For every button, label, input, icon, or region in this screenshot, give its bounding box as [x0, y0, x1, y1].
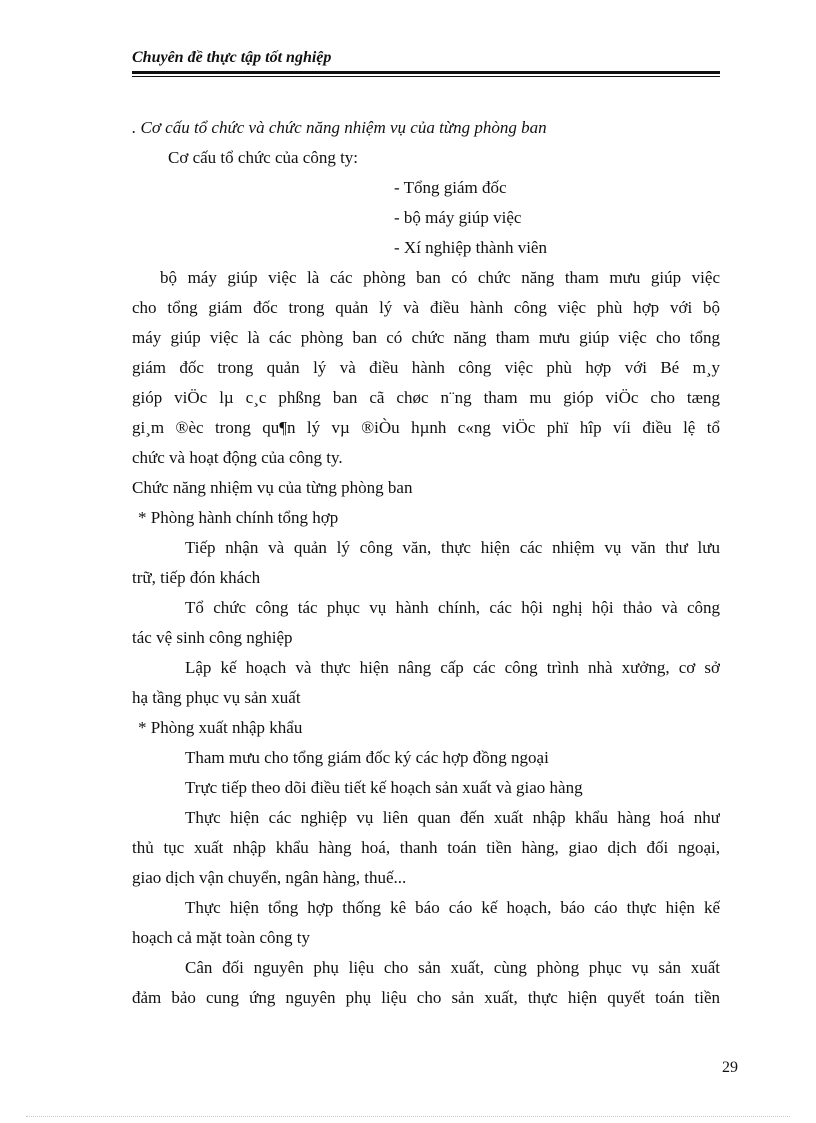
functions-heading: Chức năng nhiệm vụ của từng phòng ban — [132, 478, 413, 497]
paragraph-line: Trực tiếp theo dõi điều tiết kế hoạch sản xuất và giao hàng — [185, 778, 583, 797]
document-body — [132, 113, 720, 1013]
paragraph-line: hoạch cả mặt toàn công ty — [132, 928, 310, 947]
paragraph-line: Tham mưu cho tổng giám đốc ký các hợp đồng ngoại — [185, 748, 549, 767]
org-item: - Xí nghiệp thành viên — [394, 238, 547, 257]
footer-divider — [26, 1116, 790, 1117]
paragraph-line: Thực hiện các nghiệp vụ liên quan đến xuất nhập khẩu hàng hoá như — [185, 808, 720, 827]
page-header — [132, 47, 720, 77]
paragraph-line: thủ tục xuất nhập khẩu hàng hoá, thanh toán tiền hàng, giao dịch đối ngoại, — [132, 838, 720, 857]
paragraph-line: Tổ chức công tác phục vụ hành chính, các hội nghị hội thảo và công — [185, 598, 720, 617]
page-number: 29 — [722, 1059, 738, 1076]
paragraph-line: gi¸m ®èc trong qu¶n lý vµ ®iÒu hµnh c«ng viÖc phï hîp víi điều lệ tổ — [132, 418, 720, 437]
paragraph-line: tác vệ sinh công nghiệp — [132, 628, 293, 647]
paragraph-line: cho tổng giám đốc trong quản lý và điều hành công việc phù hợp với bộ — [132, 298, 720, 317]
header-title: Chuyên đề thực tập tốt nghiệp — [132, 49, 332, 66]
org-item: - Tổng giám đốc — [394, 178, 507, 197]
paragraph-line: chức và hoạt động của công ty. — [132, 448, 343, 467]
dept-title: * Phòng xuất nhập khẩu — [138, 718, 303, 737]
paragraph-line: trữ, tiếp đón khách — [132, 568, 261, 587]
header-rule-thin — [132, 76, 720, 77]
dept-title: * Phòng hành chính tổng hợp — [138, 508, 339, 527]
paragraph-line: giám đốc trong quản lý và điều hành công việc phù hợp với Bé m¸y — [132, 358, 720, 377]
paragraph-line: hạ tầng phục vụ sản xuất — [132, 688, 301, 707]
org-intro: Cơ cấu tổ chức của công ty: — [168, 148, 359, 167]
paragraph-line: Thực hiện tổng hợp thống kê báo cáo kế hoạch, báo cáo thực hiện kế — [185, 898, 720, 917]
paragraph-line: Cân đối nguyên phụ liệu cho sản xuất, cùng phòng phục vụ sản xuất — [185, 958, 720, 977]
paragraph-line: gióp viÖc lµ c¸c phßng ban cã chøc n¨ng tham mu gióp viÖc cho tæng — [132, 388, 720, 407]
paragraph-line: đảm bảo cung ứng nguyên phụ liệu cho sản xuất, thực hiện quyết toán tiền — [132, 988, 720, 1007]
paragraph-line: giao dịch vận chuyển, ngân hàng, thuế... — [132, 868, 407, 887]
paragraph-line: Lập kế hoạch và thực hiện nâng cấp các công trình nhà xưởng, cơ sở — [185, 658, 720, 677]
section-heading: . Cơ cấu tổ chức và chức năng nhiệm vụ của từng phòng ban — [132, 118, 547, 137]
paragraph-line: máy giúp việc là các phòng ban có chức năng tham mưu giúp việc cho tổng — [132, 328, 720, 347]
paragraph-line: bộ máy giúp việc là các phòng ban có chức năng tham mưu giúp việc — [160, 268, 720, 287]
header-rule — [132, 71, 720, 74]
org-item: - bộ máy giúp việc — [394, 208, 522, 227]
paragraph-line: Tiếp nhận và quản lý công văn, thực hiện các nhiệm vụ văn thư lưu — [185, 538, 720, 557]
